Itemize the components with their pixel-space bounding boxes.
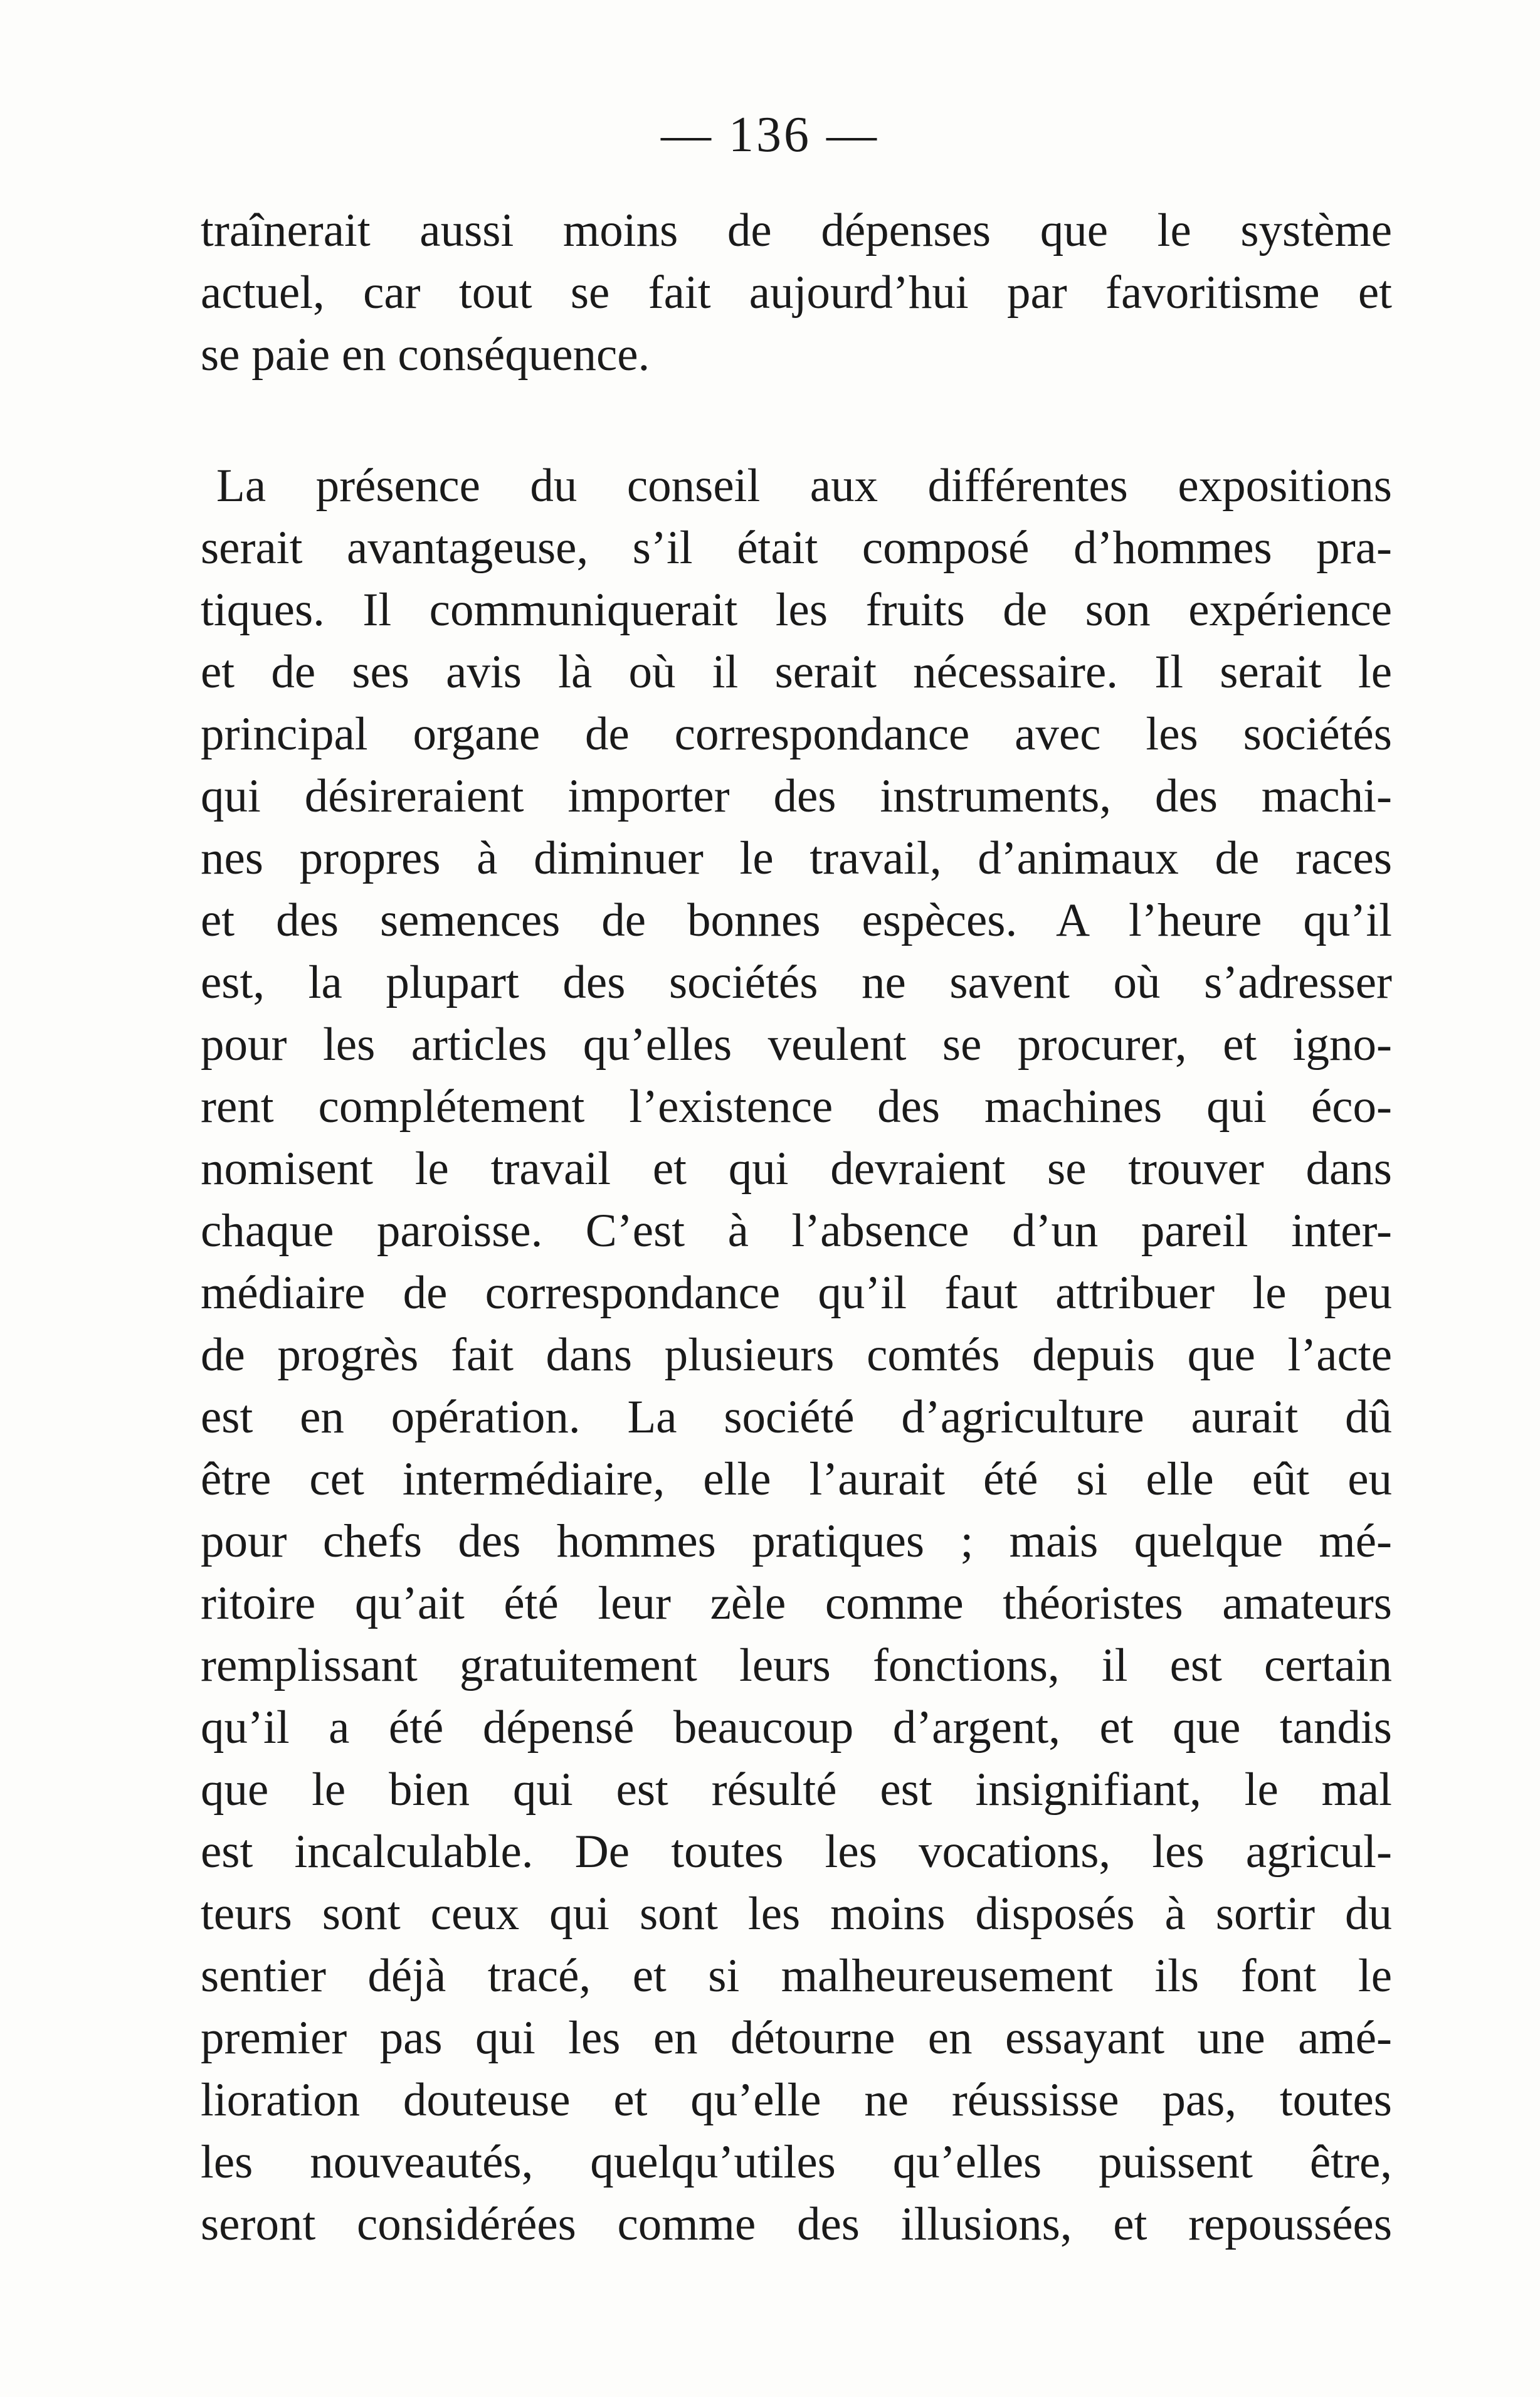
text-line: sentier déjà tracé, et si malheureusement ils font le (201, 1950, 1392, 2002)
text-line: traînerait aussi moins de dépenses que le système (201, 204, 1392, 257)
text-line: pour chefs des hommes pratiques ; mais quelque mé- (201, 1515, 1392, 1567)
text-line: et de ses avis là où il serait nécessaire. Il serait le (201, 646, 1392, 698)
text-line: serait avantageuse, s’il était composé d’hommes pra- (201, 522, 1392, 574)
text-line: teurs sont ceux qui sont les moins disposés à sortir du (201, 1888, 1392, 1940)
text-line: remplissant gratuitement leurs fonctions, il est certain (201, 1639, 1392, 1691)
text-line: médiaire de correspondance qu’il faut attribuer le peu (201, 1267, 1392, 1319)
text-line: La présence du conseil aux différentes expositions (216, 460, 1392, 512)
paragraph-gap (201, 386, 1392, 455)
text-line: est, la plupart des sociétés ne savent où s’adresser (201, 956, 1392, 1008)
text-line: est en opération. La société d’agriculture aurait dû (201, 1391, 1392, 1443)
text-line: de progrès fait dans plusieurs comtés depuis que l’acte (201, 1329, 1392, 1381)
text-line: nomisent le travail et qui devraient se trouver dans (201, 1143, 1392, 1195)
text-line: se paie en conséquence. (201, 329, 650, 381)
text-line: nes propres à diminuer le travail, d’animaux de races (201, 832, 1392, 884)
text-line: être cet intermédiaire, elle l’aurait été si elle eût eu (201, 1453, 1392, 1505)
text-line: ritoire qu’ait été leur zèle comme théoristes amateurs (201, 1577, 1392, 1629)
paragraph-2 (201, 455, 1392, 2255)
text-line: est incalculable. De toutes les vocations, les agricul- (201, 1826, 1392, 1878)
text-line: que le bien qui est résulté est insignifiant, le mal (201, 1764, 1392, 1816)
text-line: principal organe de correspondance avec les sociétés (201, 708, 1392, 760)
text-line: seront considérées comme des illusions, et repoussées (201, 2198, 1392, 2250)
text-line: qu’il a été dépensé beaucoup d’argent, et que tandis (201, 1701, 1392, 1754)
text-line: actuel, car tout se fait aujourd’hui par favoritisme et (201, 267, 1392, 319)
body-text (201, 199, 1392, 2255)
paragraph-1 (201, 199, 1392, 386)
text-line: rent complétement l’existence des machines qui éco- (201, 1081, 1392, 1133)
text-line: les nouveautés, quelqu’utiles qu’elles puissent être, (201, 2136, 1392, 2188)
page-number: — 136 — (661, 107, 879, 162)
text-line: premier pas qui les en détourne en essayant une amé- (201, 2012, 1392, 2064)
text-line: pour les articles qu’elles veulent se procurer, et igno- (201, 1019, 1392, 1071)
text-line: qui désireraient importer des instruments, des machi- (201, 770, 1392, 822)
text-line: chaque paroisse. C’est à l’absence d’un pareil inter- (201, 1205, 1392, 1257)
text-line: tiques. Il communiquerait les fruits de son expérience (201, 584, 1392, 636)
text-line: et des semences de bonnes espèces. A l’heure qu’il (201, 894, 1392, 946)
text-line: lioration douteuse et qu’elle ne réussisse pas, toutes (201, 2074, 1392, 2126)
